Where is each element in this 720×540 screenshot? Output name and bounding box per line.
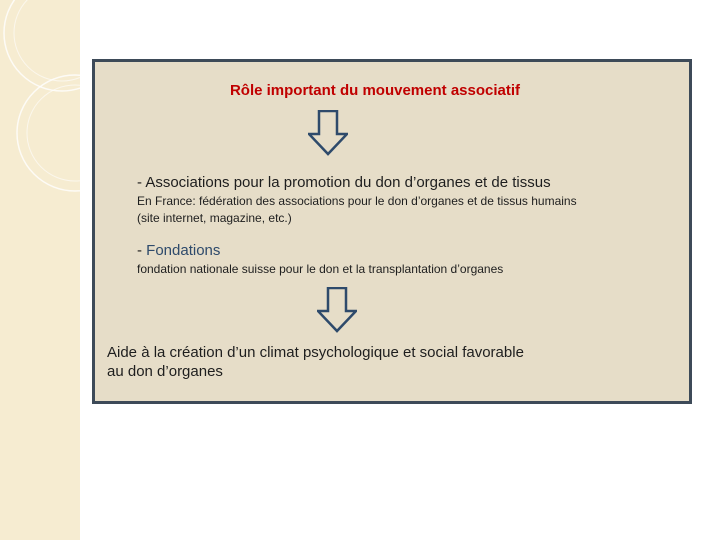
associations-detail-line-1: En France: fédération des associations pour le don d’organes et de tissus humains — [137, 194, 577, 208]
down-arrow-icon — [317, 287, 357, 333]
fondations-heading-prefix: - — [137, 242, 147, 259]
conclusion-line-2: au don d’organes — [107, 363, 223, 380]
down-arrow-icon — [308, 110, 348, 156]
decorative-side-band — [0, 0, 80, 540]
fondations-detail: fondation nationale suisse pour le don et la transplantation d’organes — [137, 262, 504, 276]
slide-title: Rôle important du mouvement associatif — [229, 82, 521, 99]
associations-detail-line-2: (site internet, magazine, etc.) — [137, 211, 292, 225]
associations-heading: - Associations pour la promotion du don d’organes et de tissus — [137, 174, 551, 191]
content-panel — [92, 59, 692, 404]
conclusion-line-1: Aide à la création d’un climat psychologique et social favorable — [107, 344, 524, 361]
fondations-heading-label: Fondations — [146, 242, 221, 259]
decorative-circles — [0, 0, 80, 540]
fondations-heading — [137, 242, 220, 259]
conclusion-text — [107, 343, 524, 381]
